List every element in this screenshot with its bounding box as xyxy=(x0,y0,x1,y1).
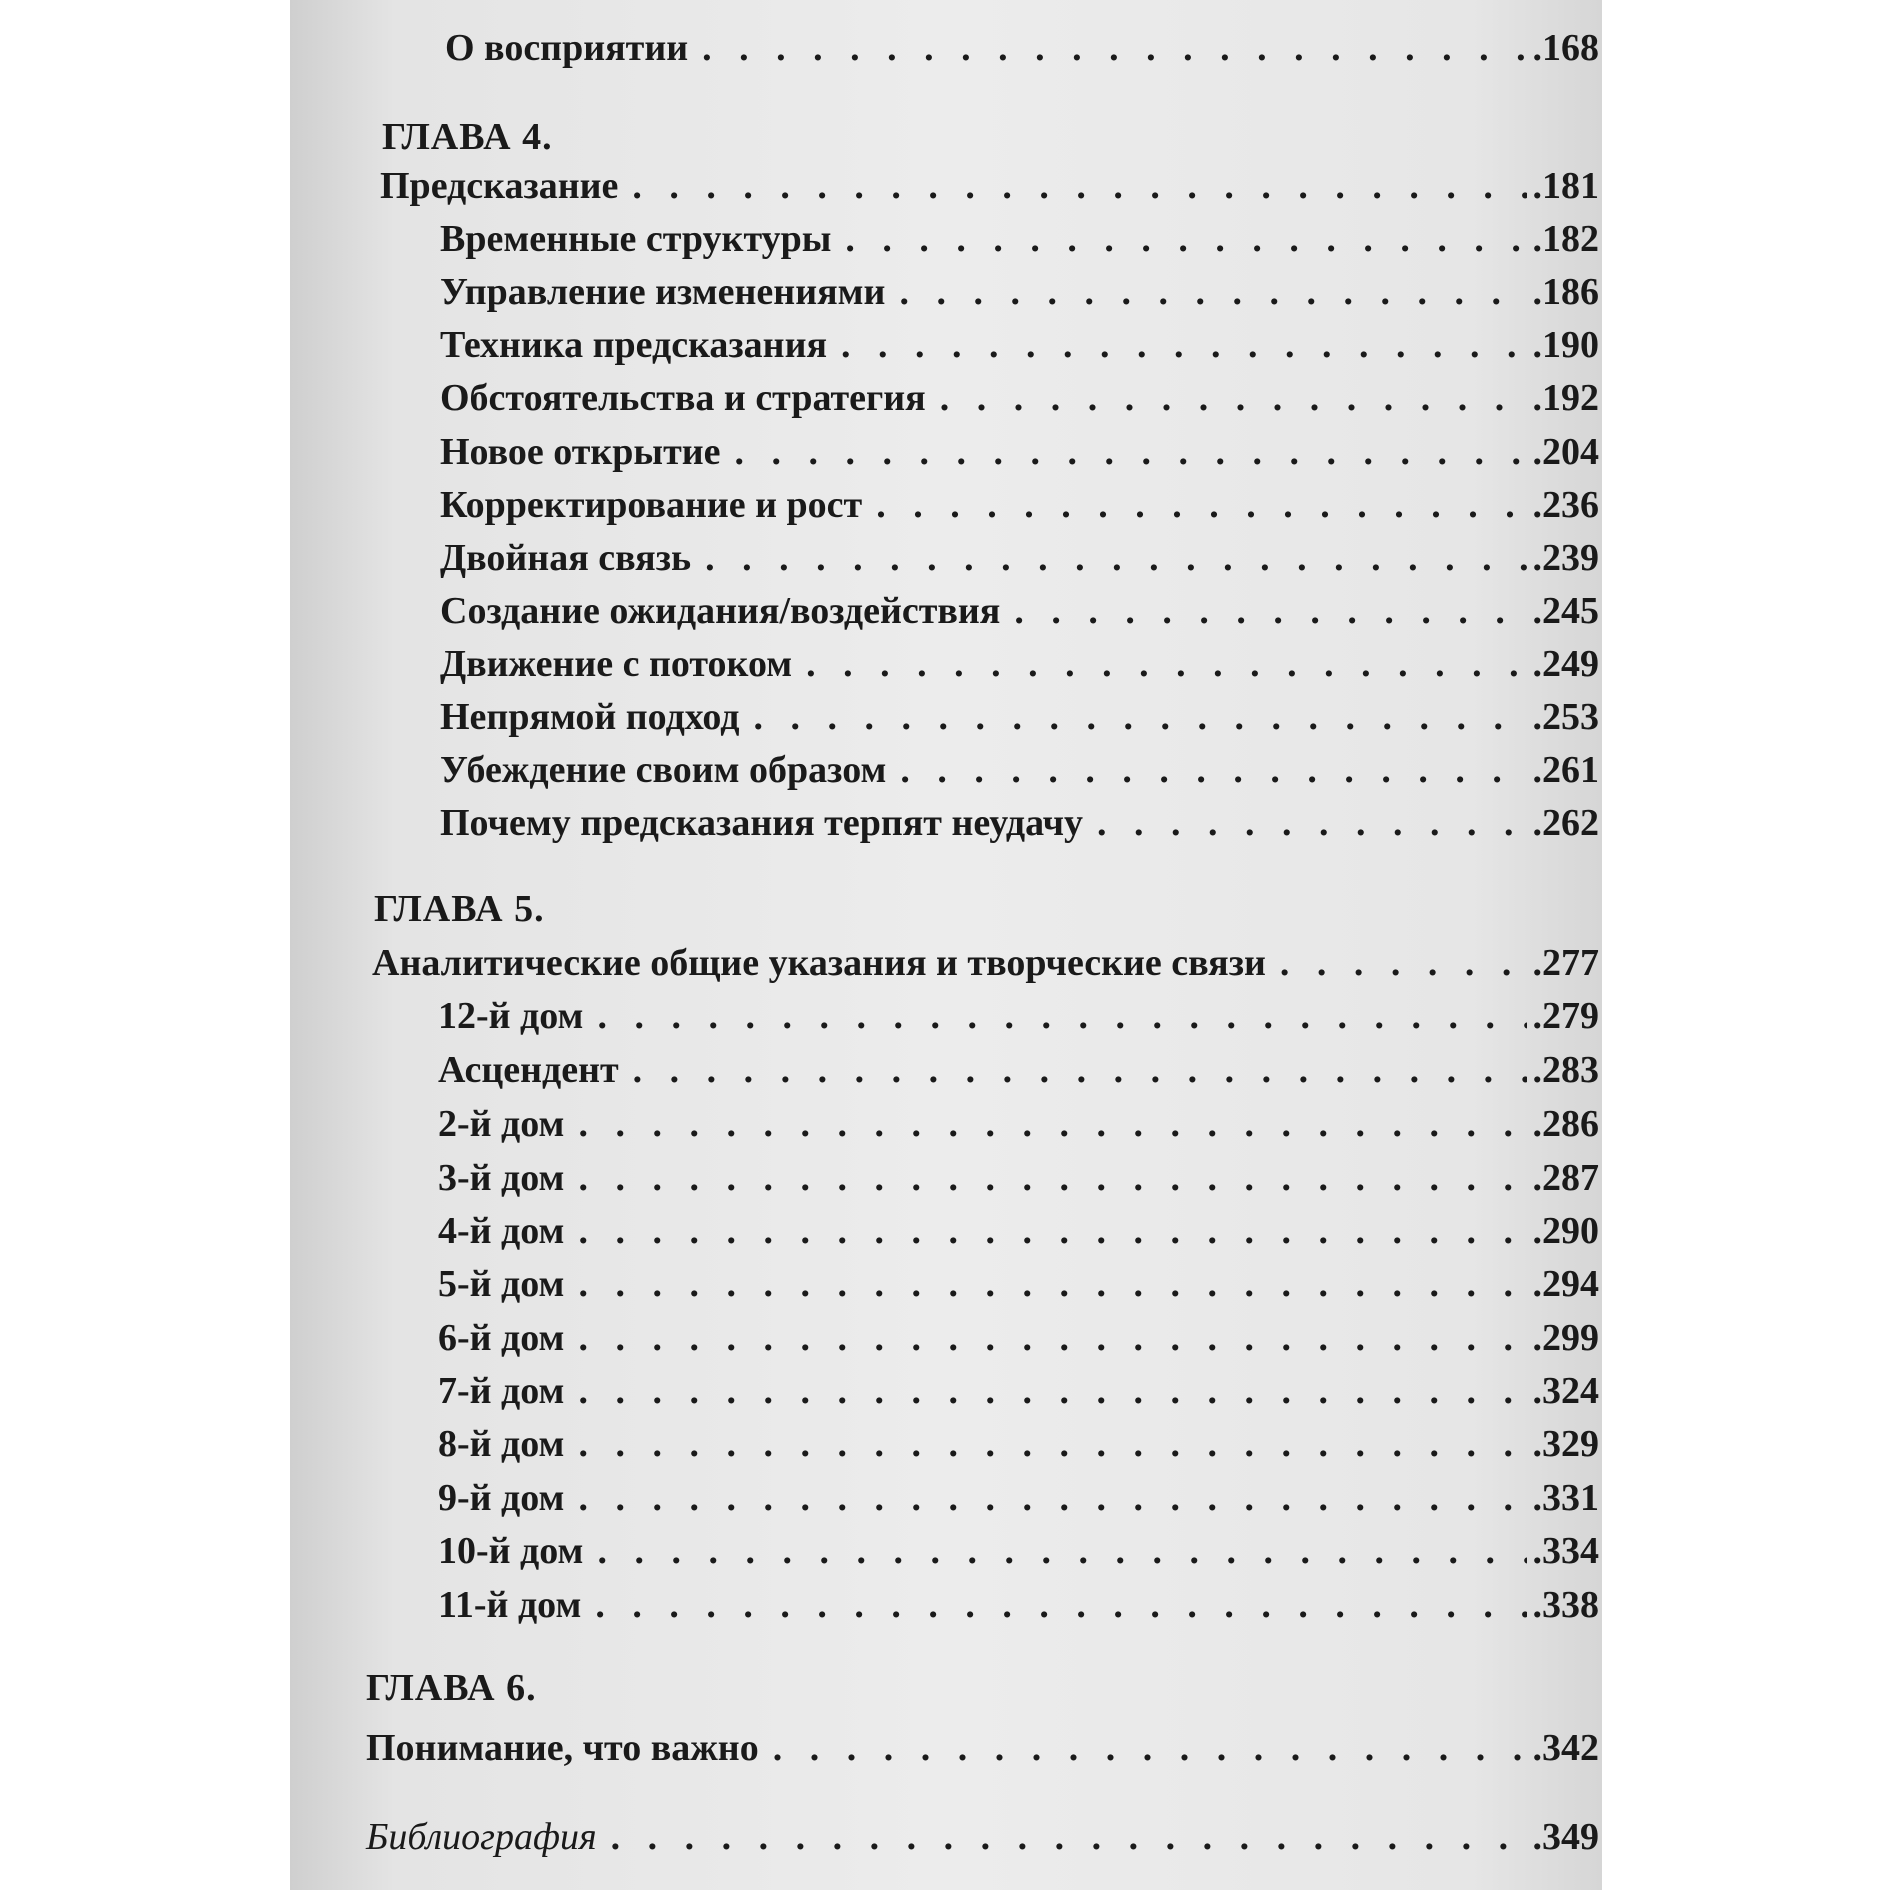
dot-leader xyxy=(900,745,1526,795)
dot-leader xyxy=(845,214,1526,264)
page-number: .192 xyxy=(1532,377,1599,419)
entry-title: Предсказание xyxy=(380,165,619,207)
dot-leader xyxy=(735,427,1527,477)
toc-entry xyxy=(438,991,1599,1041)
dot-leader xyxy=(578,1419,1526,1469)
page-number: .182 xyxy=(1532,218,1599,260)
dot-leader xyxy=(705,533,1526,583)
dot-leader xyxy=(702,23,1526,73)
entry-title: 6-й дом xyxy=(438,1317,565,1359)
entry-title: Новое открытие xyxy=(440,431,721,473)
chapter-6-heading: ГЛАВА 6. xyxy=(366,1667,537,1709)
entry-title: 7-й дом xyxy=(438,1370,565,1412)
toc-entry xyxy=(438,1259,1599,1309)
dot-leader xyxy=(806,639,1526,689)
entry-title: 9-й дом xyxy=(438,1477,565,1519)
entry-title: Понимание, что важно xyxy=(366,1727,759,1769)
toc-entry xyxy=(440,745,1599,795)
toc-entry xyxy=(440,692,1599,742)
entry-title: О восприятии xyxy=(445,27,689,69)
chapter-4-title-entry xyxy=(380,161,1599,211)
entry-title: Двойная связь xyxy=(440,537,692,579)
page-number: .329 xyxy=(1532,1423,1599,1465)
dot-leader xyxy=(632,161,1526,211)
page-number: .168 xyxy=(1532,27,1599,69)
toc-entry xyxy=(438,1526,1599,1576)
dot-leader xyxy=(754,692,1527,742)
page-number: .331 xyxy=(1532,1477,1599,1519)
entry-title: 3-й дом xyxy=(438,1157,565,1199)
page-number: .286 xyxy=(1532,1103,1599,1145)
toc-entry xyxy=(440,798,1599,848)
dot-leader xyxy=(595,1580,1526,1630)
dot-leader xyxy=(899,267,1526,317)
dot-leader xyxy=(578,1313,1526,1363)
dot-leader xyxy=(578,1473,1526,1523)
entry-title: Асцендент xyxy=(438,1049,619,1091)
bibliography-entry xyxy=(366,1812,1599,1862)
chapter-5-heading: ГЛАВА 5. xyxy=(374,888,545,930)
toc-entry xyxy=(440,320,1599,370)
page-number: .204 xyxy=(1532,431,1599,473)
entry-title: Корректирование и рост xyxy=(440,484,863,526)
dot-leader xyxy=(876,480,1526,530)
entry-title: Управление изменениями xyxy=(440,271,886,313)
chapter-6-title-entry xyxy=(366,1723,1599,1773)
chapter-5-title-entry xyxy=(372,938,1599,988)
page-number: .283 xyxy=(1532,1049,1599,1091)
entry-title: Непрямой подход xyxy=(440,696,740,738)
chapter-4-heading: ГЛАВА 4. xyxy=(382,116,553,158)
entry-title: Аналитические общие указания и творческие связи xyxy=(372,942,1266,984)
page-number: .342 xyxy=(1532,1727,1599,1769)
toc-entry xyxy=(438,1313,1599,1363)
dot-leader xyxy=(1280,938,1527,988)
entry-title: Убеждение своим образом xyxy=(440,749,887,791)
entry-title: Техника предсказания xyxy=(440,324,828,366)
page-number: .253 xyxy=(1532,696,1599,738)
entry-title: 4-й дом xyxy=(438,1210,565,1252)
page-number: .190 xyxy=(1532,324,1599,366)
entry-title: Временные структуры xyxy=(440,218,832,260)
page-number: .324 xyxy=(1532,1370,1599,1412)
dot-leader xyxy=(1097,798,1526,848)
toc-entry xyxy=(438,1580,1599,1630)
dot-leader xyxy=(578,1206,1526,1256)
toc-entry xyxy=(440,373,1599,423)
page-number: .262 xyxy=(1532,802,1599,844)
page-number: .261 xyxy=(1532,749,1599,791)
dot-leader xyxy=(611,1812,1527,1862)
page-number: .239 xyxy=(1532,537,1599,579)
entry-title: 5-й дом xyxy=(438,1263,565,1305)
dot-leader xyxy=(578,1153,1526,1203)
toc-entry xyxy=(445,23,1599,73)
page-number: .279 xyxy=(1532,995,1599,1037)
dot-leader xyxy=(940,373,1527,423)
page-number: .338 xyxy=(1532,1584,1599,1626)
entry-title: Обстоятельства и стратегия xyxy=(440,377,926,419)
dot-leader xyxy=(578,1366,1526,1416)
page-number: .349 xyxy=(1532,1816,1599,1858)
page-number: .299 xyxy=(1532,1317,1599,1359)
entry-title: Библиография xyxy=(366,1816,597,1858)
toc-entry xyxy=(440,586,1599,636)
entry-title: 12-й дом xyxy=(438,995,584,1037)
dot-leader xyxy=(633,1045,1527,1095)
entry-title: 8-й дом xyxy=(438,1423,565,1465)
toc-entry xyxy=(440,214,1599,264)
toc-entry xyxy=(440,480,1599,530)
page-number: .287 xyxy=(1532,1157,1599,1199)
page-number: .236 xyxy=(1532,484,1599,526)
toc-entry xyxy=(440,533,1599,583)
entry-title: Создание ожидания/воздействия xyxy=(440,590,1001,632)
page-number: .334 xyxy=(1532,1530,1599,1572)
toc-entry xyxy=(440,639,1599,689)
entry-title: 11-й дом xyxy=(438,1584,582,1626)
dot-leader xyxy=(1014,586,1526,636)
page-number: .249 xyxy=(1532,643,1599,685)
dot-leader xyxy=(597,991,1526,1041)
entry-title: Движение с потоком xyxy=(440,643,793,685)
toc-entry xyxy=(440,427,1599,477)
toc-entry xyxy=(438,1099,1599,1149)
entry-title: 10-й дом xyxy=(438,1530,584,1572)
page-number: .186 xyxy=(1532,271,1599,313)
dot-leader xyxy=(597,1526,1526,1576)
toc-entry xyxy=(440,267,1599,317)
toc-entry xyxy=(438,1206,1599,1256)
page-number: .181 xyxy=(1532,165,1599,207)
toc-entry xyxy=(438,1473,1599,1523)
toc-entry xyxy=(438,1366,1599,1416)
toc-entry xyxy=(438,1419,1599,1469)
toc-entry xyxy=(438,1045,1599,1095)
dot-leader xyxy=(773,1723,1527,1773)
dot-leader xyxy=(578,1099,1526,1149)
toc-entry xyxy=(438,1153,1599,1203)
entry-title: 2-й дом xyxy=(438,1103,565,1145)
dot-leader xyxy=(841,320,1526,370)
page-number: .277 xyxy=(1532,942,1599,984)
entry-title: Почему предсказания терпят неудачу xyxy=(440,802,1084,844)
page-number: .294 xyxy=(1532,1263,1599,1305)
book-page xyxy=(290,0,1602,1890)
page-number: .245 xyxy=(1532,590,1599,632)
page-number: .290 xyxy=(1532,1210,1599,1252)
dot-leader xyxy=(578,1259,1526,1309)
